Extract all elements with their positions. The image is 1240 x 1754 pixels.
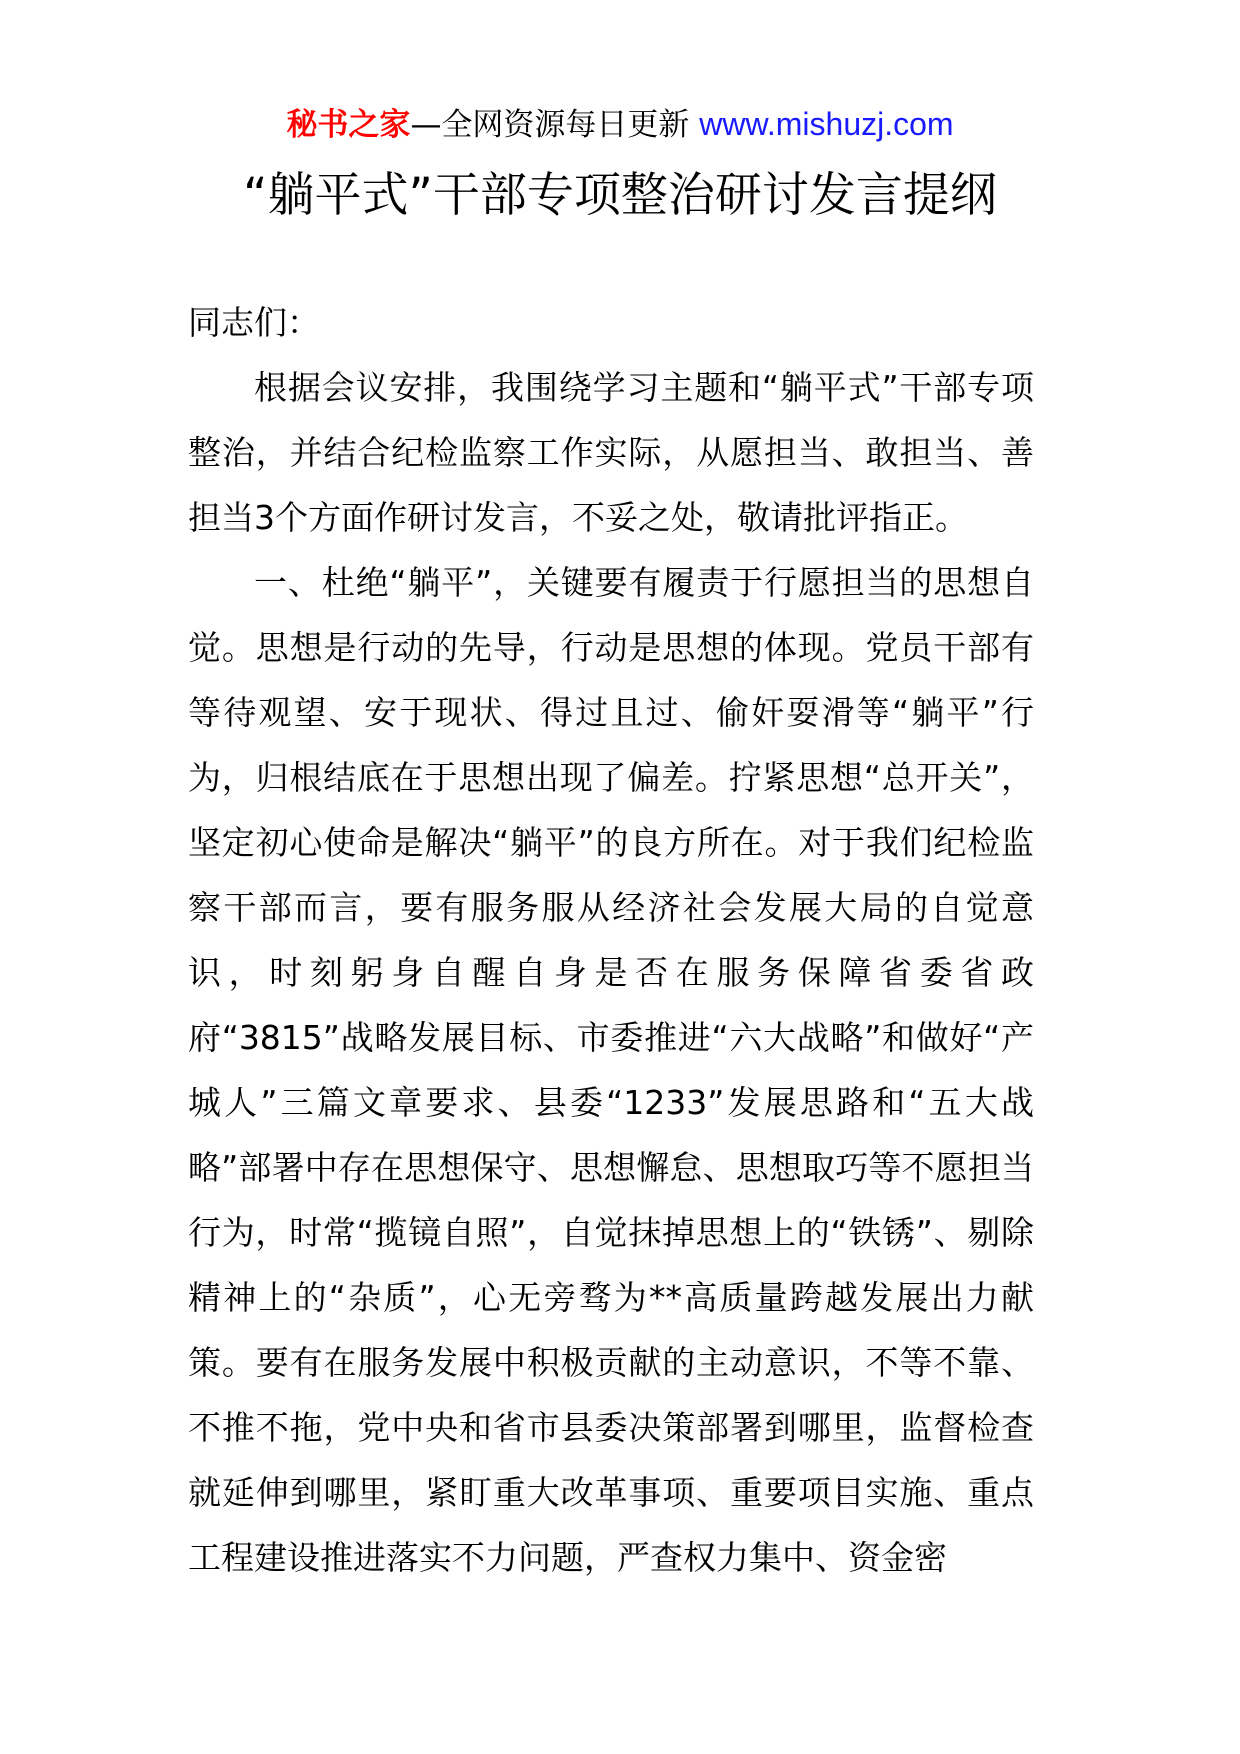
site-header (0, 100, 1240, 149)
salutation: 同志们： (188, 303, 320, 342)
document-body (188, 290, 1034, 1590)
intro-paragraph: 根据会议安排，我围绕学习主题和“躺平式”干部专项整治，并结合纪检监察工作实际，从愿担当、敢担当、善担当3个方面作研讨发言，不妥之处，敬请批评指正。 (188, 368, 1034, 537)
section-1-body: 思想是行动的先导，行动是思想的体现。党员干部有等待观望、安于现状、得过且过、偷奸耍滑等“躺平”行为，归根结底在于思想出现了偏差。拧紧思想“总开关”，坚定初心使命是解决“躺平”的良方所在。对于我们纪检监察干部而言，要有服务服从经济社会发展大局的自觉意识，时刻躬身自醒自身是否在服务保障省委省政府“3815”战略发展目标、市委推进“六大战略”和做好“产城人”三篇文章要求、县委“1233”发展思路和“五大战略”部署中存在思想保守、思想懈怠、思想取巧等不愿担当行为，时常“揽镜自照”，自觉抹掉思想上的“铁锈”、剔除精神上的“杂质”，心无旁骛为**高质量跨越发展出力献策。要有在服务发展中积极贡献的主动意识，不等不靠、不推不拖，党中央和省市县委决策部署到哪里，监督检查就延伸到哪里，紧盯重大改革事项、重要项目实施、重点工程建设推进落实不力问题，严查权力集中、资金密 (188, 628, 1034, 1577)
document-title: “躺平式”干部专项整治研讨发言提纲 (243, 168, 997, 223)
section-1-heading: 一、杜绝“躺平”，关键要有履责于行愿担当的思想自觉。 (188, 563, 1034, 667)
section-1-paragraph (188, 550, 1034, 1590)
site-tagline: —全网资源每日更新 (410, 107, 700, 143)
site-url-link[interactable]: www.mishuzj.com (699, 106, 954, 142)
site-brand: 秘书之家 (286, 107, 411, 143)
